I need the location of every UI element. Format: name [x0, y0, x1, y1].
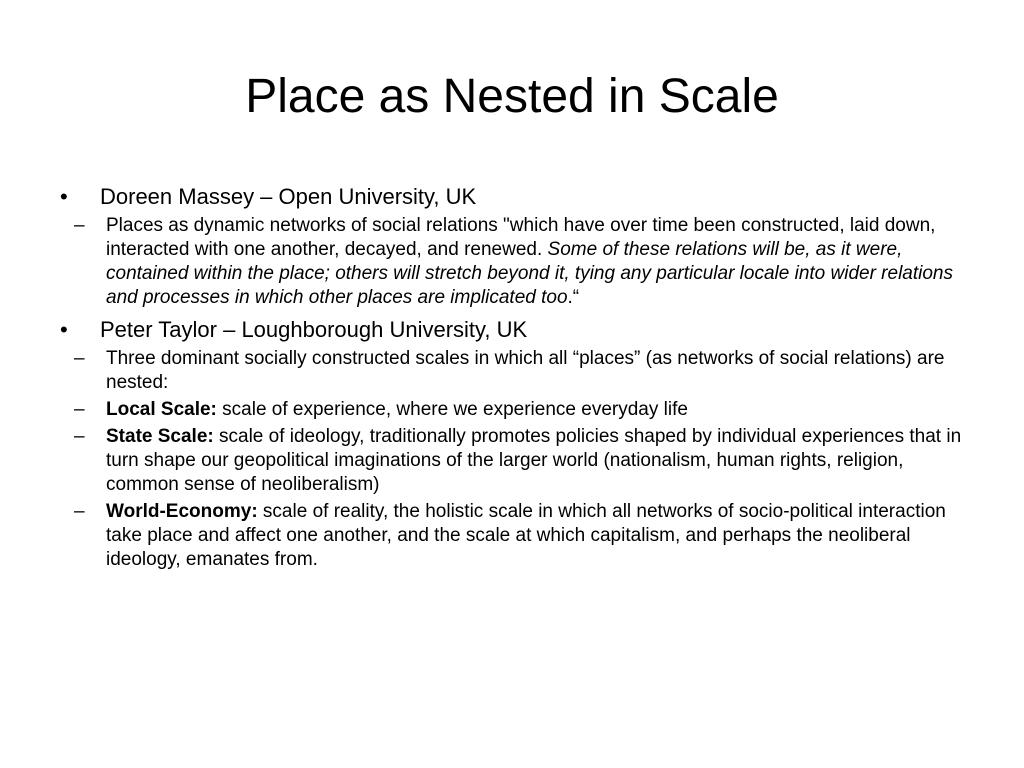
sub-item-text: scale of experience, where we experience everyday life	[216, 399, 688, 420]
sub-item-label: Local Scale:	[106, 399, 217, 420]
bullet-text: Peter Taylor – Loughborough University, UK	[100, 317, 528, 342]
sub-item-italic-text: Some of these relations will be, as it were, contained within the place; others will stretch beyond it, tying any particular locale into wider relations and processes in which other places are implicated too	[106, 239, 954, 308]
dash-marker: –	[74, 501, 85, 522]
dash-marker: –	[74, 215, 85, 236]
sublist-massey	[60, 214, 970, 310]
sub-item-state-scale	[60, 425, 970, 497]
sub-item-three-scales	[60, 347, 970, 395]
bullet-item-massey	[60, 183, 970, 211]
sub-item-text: scale of ideology, traditionally promotes policies shaped by individual experiences that in turn shape our geopolitical imaginations of the larger world (nationalism, human rights, religion, common sense of neoliberalism)	[106, 426, 962, 495]
slide-title: Place as Nested in Scale	[245, 70, 779, 123]
bullet-marker: •	[60, 317, 68, 342]
sub-item-text-end: .“	[567, 287, 580, 308]
sub-item-massey-quote	[60, 214, 970, 310]
sub-item-local-scale	[60, 398, 970, 422]
sub-item-label: State Scale:	[106, 426, 214, 447]
dash-marker: –	[74, 348, 85, 369]
sub-item-world-economy	[60, 500, 970, 572]
sub-item-text: scale of reality, the holistic scale in which all networks of socio-political interaction take place and affect one another, and the scale at which capitalism, and perhaps the neoliberal ideology, emanates from.	[106, 501, 946, 570]
dash-marker: –	[74, 426, 85, 447]
dash-marker: –	[74, 399, 85, 420]
bullet-item-taylor	[60, 316, 970, 344]
sublist-taylor	[60, 347, 970, 572]
sub-item-text: Three dominant socially constructed scales in which all “places” (as networks of social relations) are nested:	[106, 348, 945, 393]
sub-item-label: World-Economy:	[106, 501, 258, 522]
slide-content	[60, 183, 970, 572]
bullet-marker: •	[60, 184, 68, 209]
bullet-text: Doreen Massey – Open University, UK	[100, 184, 477, 209]
sub-item-text: Places as dynamic networks of social relations "which have over time been constructed, laid down, interacted with one another, decayed, and renewed.	[106, 215, 936, 260]
